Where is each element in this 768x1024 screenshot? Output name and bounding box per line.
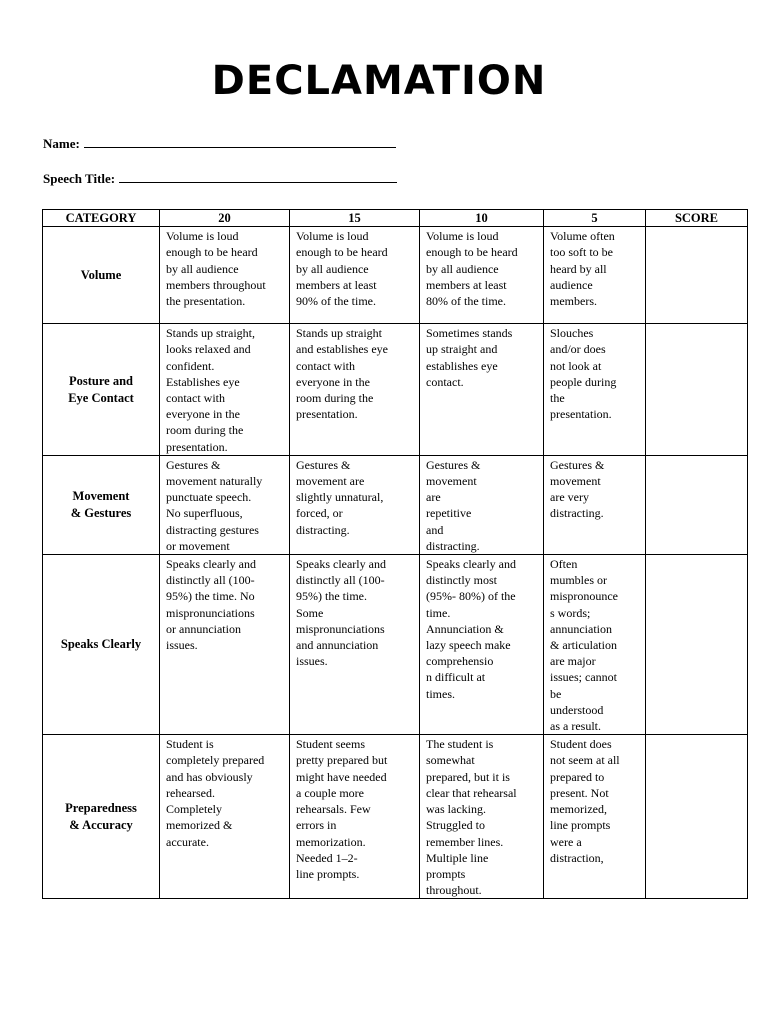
category-posture-eye-contact: Posture and Eye Contact xyxy=(43,324,160,456)
criteria-cell: Gestures & movement are slightly unnatural, forced, or distracting. xyxy=(290,455,420,554)
name-label: Name: xyxy=(43,136,80,151)
criteria-cell: Gestures & movement are very distracting. xyxy=(544,455,646,554)
header-20: 20 xyxy=(160,210,290,227)
category-volume: Volume xyxy=(43,227,160,324)
criteria-cell: Volume often too soft to be heard by all audience members. xyxy=(544,227,646,324)
criteria-cell: Speaks clearly and distinctly most (95%- 80%) of the time. Annunciation & lazy speech make comprehensio n difficult at times. xyxy=(420,555,544,735)
header-15: 15 xyxy=(290,210,420,227)
name-field[interactable] xyxy=(43,135,396,152)
category-movement-gestures: Movement & Gestures xyxy=(43,455,160,554)
table-row xyxy=(43,555,748,735)
criteria-cell: Volume is loud enough to be heard by all audience members at least 80% of the time. xyxy=(420,227,544,324)
name-blank-line[interactable] xyxy=(84,135,396,148)
category-preparedness-accuracy: Preparedness & Accuracy xyxy=(43,735,160,899)
header-score: SCORE xyxy=(646,210,748,227)
criteria-cell: Gestures & movement are repetitive and distracting. xyxy=(420,455,544,554)
header-5: 5 xyxy=(544,210,646,227)
score-cell[interactable] xyxy=(646,735,748,899)
criteria-cell: Speaks clearly and distinctly all (100- 95%) the time. No mispronunciations or annunciation issues. xyxy=(160,555,290,735)
criteria-cell: The student is somewhat prepared, but it is clear that rehearsal was lacking. Struggled to remember lines. Multiple line prompts throughout. xyxy=(420,735,544,899)
criteria-cell: Volume is loud enough to be heard by all audience members throughout the presentation. xyxy=(160,227,290,324)
criteria-cell: Slouches and/or does not look at people during the presentation. xyxy=(544,324,646,456)
header-category: CATEGORY xyxy=(43,210,160,227)
table-row xyxy=(43,227,748,324)
criteria-cell: Student seems pretty prepared but might have needed a couple more rehearsals. Few errors in memorization. Needed 1–2- line prompts. xyxy=(290,735,420,899)
criteria-cell: Student does not seem at all prepared to present. Not memorized, line prompts were a distraction, xyxy=(544,735,646,899)
criteria-cell: Speaks clearly and distinctly all (100- 95%) the time. Some mispronunciations and annunciation issues. xyxy=(290,555,420,735)
document-title: DECLAMATION xyxy=(211,58,547,104)
criteria-cell: Often mumbles or mispronounce s words; annunciation & articulation are major issues; cannot be understood as a result. xyxy=(544,555,646,735)
header-row xyxy=(43,210,748,227)
criteria-cell: Stands up straight and establishes eye contact with everyone in the room during the presentation. xyxy=(290,324,420,456)
score-cell[interactable] xyxy=(646,227,748,324)
score-cell[interactable] xyxy=(646,555,748,735)
criteria-cell: Sometimes stands up straight and establishes eye contact. xyxy=(420,324,544,456)
rubric-table xyxy=(42,209,748,899)
table-row xyxy=(43,324,748,456)
speech-title-blank-line[interactable] xyxy=(119,170,397,183)
table-row xyxy=(43,455,748,554)
category-speaks-clearly: Speaks Clearly xyxy=(43,555,160,735)
criteria-cell: Stands up straight, looks relaxed and confident. Establishes eye contact with everyone in the room during the presentation. xyxy=(160,324,290,456)
speech-title-label: Speech Title: xyxy=(43,171,116,186)
criteria-cell: Gestures & movement naturally punctuate speech. No superfluous, distracting gestures or movement xyxy=(160,455,290,554)
table-row xyxy=(43,735,748,899)
score-cell[interactable] xyxy=(646,324,748,456)
header-10: 10 xyxy=(420,210,544,227)
speech-title-field[interactable] xyxy=(43,170,397,187)
criteria-cell: Student is completely prepared and has obviously rehearsed. Completely memorized & accurate. xyxy=(160,735,290,899)
score-cell[interactable] xyxy=(646,455,748,554)
criteria-cell: Volume is loud enough to be heard by all audience members at least 90% of the time. xyxy=(290,227,420,324)
